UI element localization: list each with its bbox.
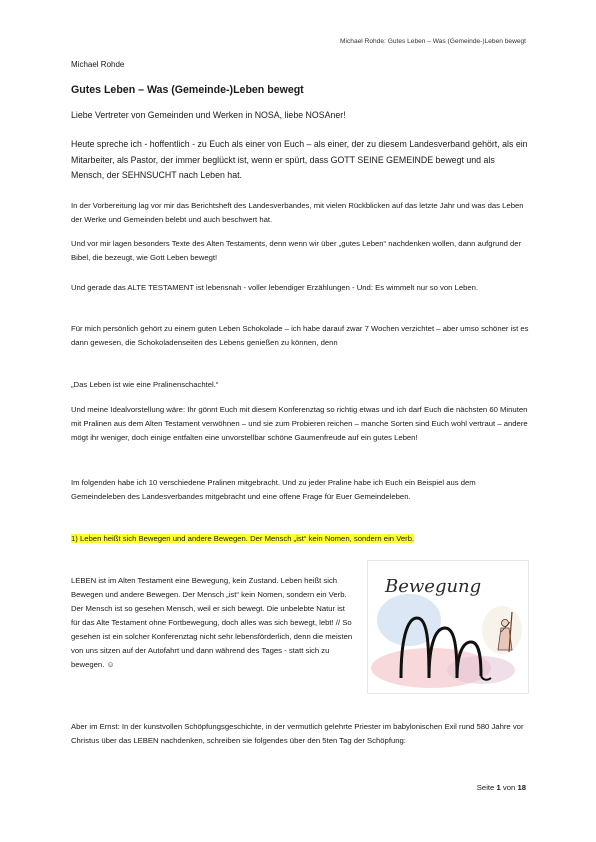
footer-prefix: Seite [476,783,495,792]
author-name: Michael Rohde [71,60,125,69]
current-page-number: 1 [496,783,501,792]
paragraph-movement: LEBEN ist im Alten Testament eine Bewegung, kein Zustand. Leben heißt sich Bewegen und andere Bewegen. Der Mensch „ist“ kein Nomen, sondern ein Verb. Der Mensch ist so gesehen Mensch, weil er sich bewegt. Die unbelebte Natur ist für das Alte Testament ohne Fortbewegung, doch alles was sich bewegt, lebt! // So gesehen ist ein solcher Konferenztag nicht sehr lebensförderlich, denn die meisten von uns sitzen auf der Autofahrt und dann während des Tages - statt sich zu bewegen. ☺ [71,576,353,669]
paragraph-pralines: Im folgenden habe ich 10 verschiedene Pralinen mitgebracht. Und zu jeder Praline habe ich Euch ein Beispiel aus dem Gemeindeleben des Landesverbandes mitgebracht und eine offene Frage für Euer Gemeindeleben. [71,478,476,501]
bewegung-illustration [367,560,529,694]
bewegung-handwritten-word: Bewegung [385,576,482,597]
paragraph-creation: Aber im Ernst: In der kunstvollen Schöpfungsgeschichte, in der vermutlich gelehrte Priester im babylonischen Exil rund 580 Jahre vor Christus über das LEBEN nachdenken, schreiben sie folgendes über den 5ten Tag der Schöpfung: [71,722,524,745]
highlighted-heading-text: 1) Leben heißt sich Bewegen und andere Bewegen. Der Mensch „ist“ kein Nomen, sondern ein Verb. [71,534,415,543]
paragraph-preparation: In der Vorbereitung lag vor mir das Berichtsheft des Landesverbandes, mit vielen Rückblicken auf das letzte Jahr und was das Leben der Werke und Gemeinden belebt und auch beschwert hat. [71,201,524,224]
paragraph-intro: Heute spreche ich - hoffentlich - zu Euch als einer von Euch – als einer, der zu diesem Landesverband gehört, als ein Mitarbeiter, als Pastor, der immer beglückt ist, wenn er spürt, dass GOTT SEINE GEMEINDE bewegt und als Mensch, der SEHNSUCHT nach Leben hat. [71,139,528,181]
total-page-count: 18 [517,783,526,792]
paragraph-old-testament-texts: Und vor mir lagen besonders Texte des Alten Testaments, denn wenn wir über „gutes Leben“ nachdenken wollen, dann aufgrund der Bibel, die bezeugt, wie Gott Leben bewegt! [71,239,522,262]
paragraph-ideal: Und meine Idealvorstellung wäre: Ihr gönnt Euch mit diesem Konferenztag so richtig etwas und ich darf Euch die nächsten 60 Minuten mit Pralinen aus dem Alten Testament verwöhnen – und sie zum Probieren reichen – manche Sorten sind Euch wohl vertraut – andere mögt ihr weniger, doch einige entfalten eine unvorstellbar schöne Gaumenfreude auf ein gutes Leben! [71,405,528,442]
bewegung-drawing-svg [367,560,529,694]
paragraph-greeting: Liebe Vertreter von Gemeinden und Werken in NOSA, liebe NOSAner! [71,110,346,120]
paragraph-quote: „Das Leben ist wie eine Pralinenschachtel.“ [71,380,219,389]
footer-von: von [502,783,516,792]
paragraph-chocolate: Für mich persönlich gehört zu einem guten Leben Schokolade – ich habe darauf zwar 7 Wochen verzichtet – aber umso schöner ist es dann gewesen, die Schokoladenseiten des Lebens genießen zu können, denn [71,324,529,347]
document-title: Gutes Leben – Was (Gemeinde-)Leben bewegt [71,84,304,96]
page-number-footer [477,783,526,792]
running-header: Michael Rohde: Gutes Leben – Was (Gemeinde-)Leben bewegt [340,38,526,45]
paragraph-old-testament-life: Und gerade das ALTE TESTAMENT ist lebensnah - voller lebendiger Erzählungen - Und: Es wimmelt nur so von Leben. [71,283,479,292]
section-heading-1 [71,532,529,546]
